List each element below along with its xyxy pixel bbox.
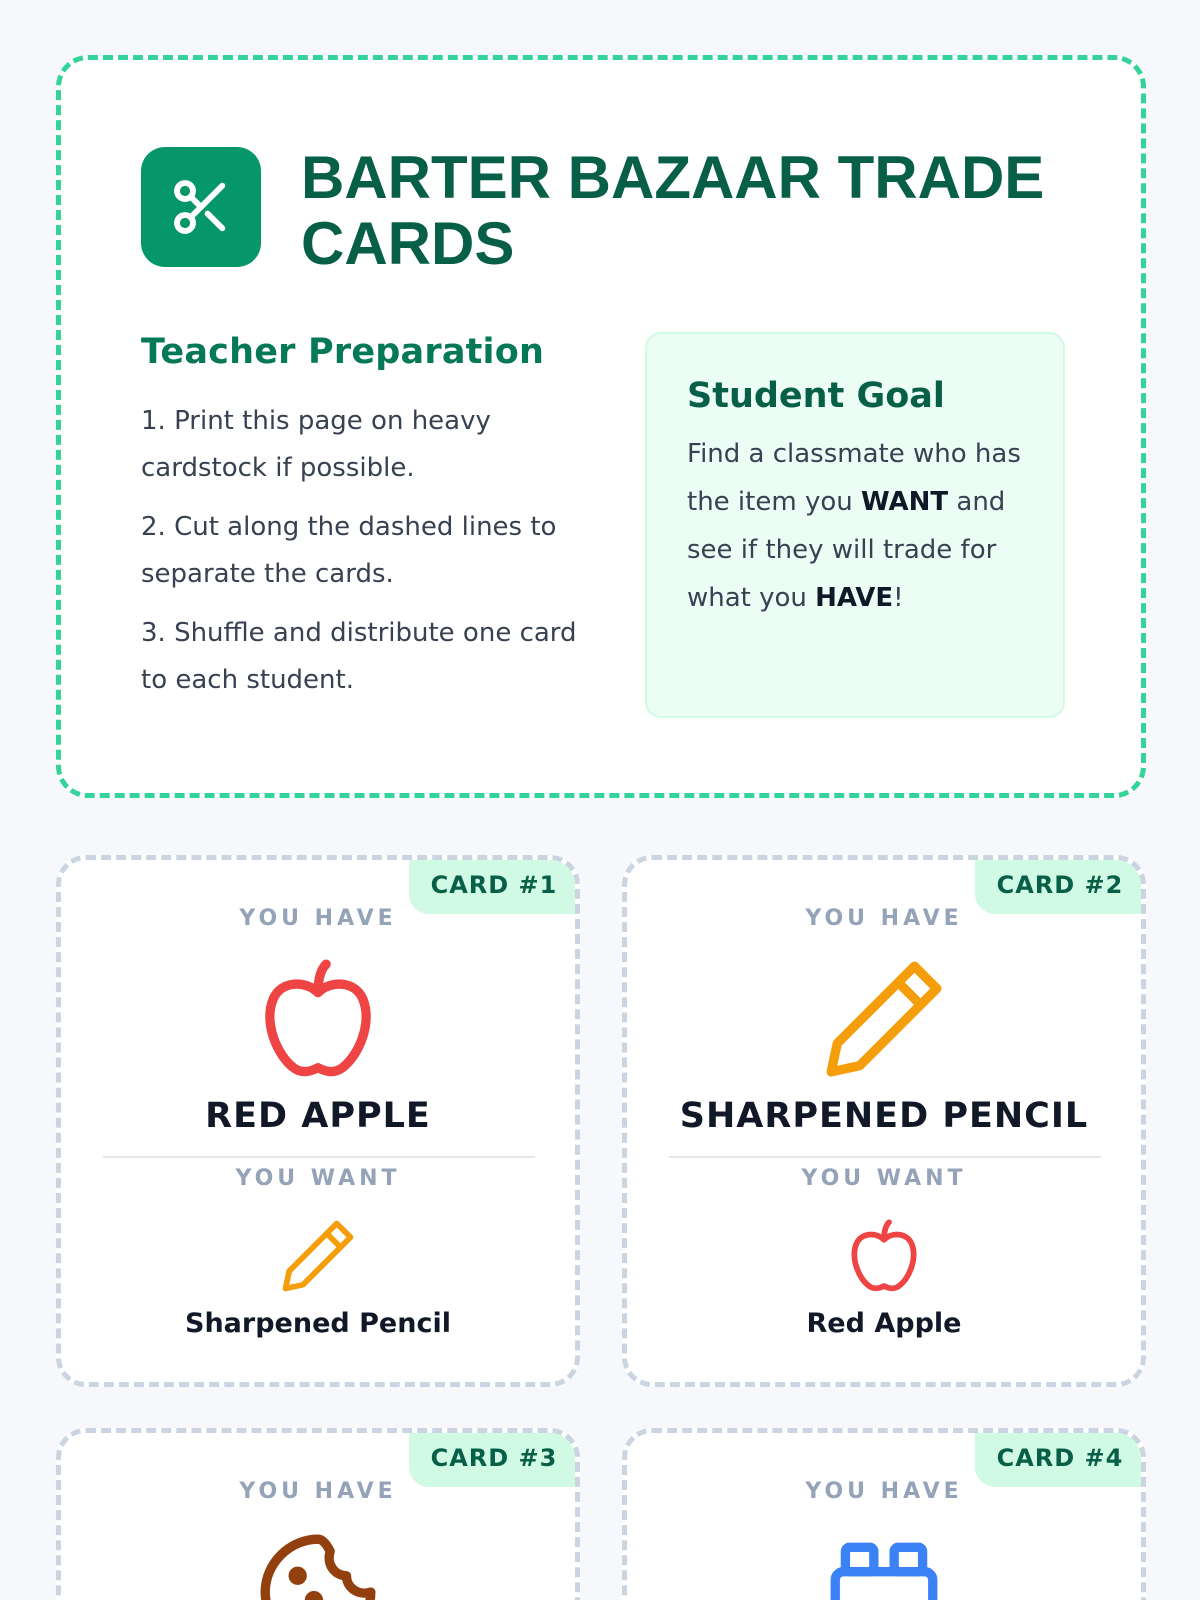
you-want-label: YOU WANT xyxy=(235,1166,401,1191)
card-number-badge: CARD #1 xyxy=(409,856,579,914)
goal-want-word: WANT xyxy=(860,487,949,517)
you-have-label: YOU HAVE xyxy=(805,1479,963,1504)
card-number-badge: CARD #2 xyxy=(975,856,1145,914)
have-item-name: SHARPENED PENCIL xyxy=(679,1096,1089,1136)
you-have-label: YOU HAVE xyxy=(239,906,397,931)
teacher-preparation-heading: Teacher Preparation xyxy=(141,332,545,372)
title-row xyxy=(141,145,1101,275)
student-goal-heading: Student Goal xyxy=(687,376,945,416)
prep-step-1: 1. Print this page on heavy cardstock if possible. xyxy=(141,406,491,483)
page-title: BARTER BAZAAR TRADE CARDS xyxy=(301,144,1045,277)
student-goal-text xyxy=(687,430,1025,622)
want-item-name: Sharpened Pencil xyxy=(185,1308,451,1339)
want-item-name: Red Apple xyxy=(806,1308,962,1339)
prep-step-2: 2. Cut along the dashed lines to separate the cards. xyxy=(141,512,557,589)
card-number-badge: CARD #4 xyxy=(975,1429,1145,1487)
trade-card-3 xyxy=(56,1428,580,1600)
card-divider xyxy=(103,1156,535,1158)
scissors-icon xyxy=(141,147,261,267)
apple-icon xyxy=(844,1216,924,1296)
have-item-name: RED APPLE xyxy=(205,1096,431,1136)
card-number-badge: CARD #3 xyxy=(409,1429,579,1487)
cookie-icon xyxy=(253,1527,383,1600)
trade-card-1 xyxy=(56,855,580,1387)
apple-icon xyxy=(253,954,383,1084)
goal-text-part: ! xyxy=(893,583,904,613)
teacher-preparation xyxy=(141,332,581,716)
goal-text-part: and see if they will trade for what you xyxy=(687,487,1006,613)
goal-have-word: HAVE xyxy=(815,583,894,613)
student-goal-box xyxy=(645,332,1065,718)
goal-text-part: Find a classmate who has the item you xyxy=(687,439,1021,517)
trade-card-4 xyxy=(622,1428,1146,1600)
building-block-icon xyxy=(819,1527,949,1600)
you-have-label: YOU HAVE xyxy=(805,906,963,931)
you-want-label: YOU WANT xyxy=(801,1166,967,1191)
trade-card-2 xyxy=(622,855,1146,1387)
pencil-icon xyxy=(819,954,949,1084)
you-have-label: YOU HAVE xyxy=(239,1479,397,1504)
card-divider xyxy=(669,1156,1101,1158)
prep-step-3: 3. Shuffle and distribute one card to each student. xyxy=(141,618,577,695)
instructions-panel xyxy=(56,55,1146,798)
pencil-icon xyxy=(278,1216,358,1296)
